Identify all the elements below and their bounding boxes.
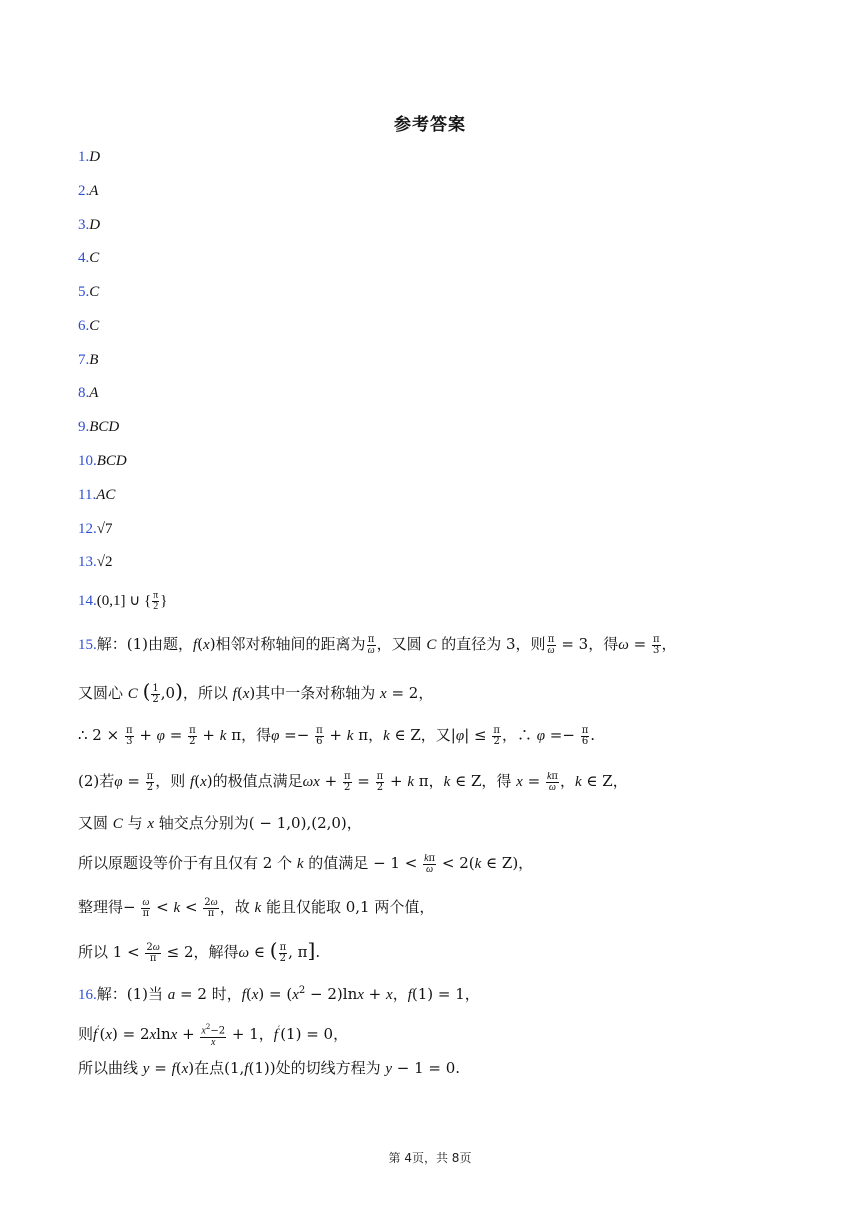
page-title: 参考答案	[394, 115, 466, 135]
answer-item	[78, 314, 99, 337]
answer-number: 2.	[78, 183, 90, 199]
q15-line-6: 所以原题设等价于有且仅有 2 个 k 的值满足 − 1 < $\frac{k\pi}{\omega}$ < 2(k ∈ Z)，	[78, 852, 534, 875]
answer-item	[78, 589, 167, 612]
answer-value: D	[89, 217, 101, 233]
page-footer: 第 4页，共 8页	[388, 1151, 472, 1165]
answer-item	[78, 517, 112, 540]
q16-line-2: 则f′(x) = 2xlnx + $\frac{x^2-2}{x}$ + 1，f′(1) = 0，	[78, 1023, 349, 1048]
answer-value: C	[89, 250, 100, 266]
answer-value: A	[89, 183, 99, 199]
answer-number: 14.	[78, 593, 97, 609]
answer-number: 9.	[78, 419, 90, 435]
answer-value: AC	[96, 487, 116, 503]
q15-line-2: 又圆心 C ( $\frac{1}{2}$ ,0)，所以 f(x)其中一条对称轴为 x = 2，	[78, 679, 434, 705]
q15-line-7: 整理得− $\frac{\omega}{\pi}$ < k < $\frac{2\omega}{\pi}$ ，故 k 能且仅能取 0,1 两个值，	[78, 896, 435, 919]
answer-value: B	[89, 352, 99, 368]
answer-value: D	[89, 149, 101, 165]
answer-number: 13.	[78, 554, 97, 570]
q15-line-1: 15.解：(1)由题，f(x)相邻对称轴间的距离为 $\frac{\pi}{\omega}$ ，又圆 C 的直径为 3，则 $\frac{\pi}{\omega}$ = 3，得ω = $\frac{\pi}{3}$ ，	[78, 633, 677, 656]
answer-item	[78, 145, 100, 168]
answer-number: 12.	[78, 521, 97, 537]
answer-number: 4.	[78, 250, 90, 266]
answer-value: C	[89, 284, 100, 300]
answer-number: 11.	[78, 487, 97, 503]
answer-value: √2	[96, 554, 113, 570]
q15-line-5: 又圆 C 与 x 轴交点分别为( − 1,0),(2,0)，	[78, 814, 362, 832]
answer-number: 5.	[78, 284, 90, 300]
answer-item	[78, 179, 98, 202]
answer-value: (0,1] ∪ { $\frac{\pi}{2}$ }	[96, 590, 168, 613]
answer-value: BCD	[89, 419, 120, 435]
q15-line-3: ∴ 2 × $\frac{\pi}{3}$ + φ = $\frac{\pi}{2}$ + k π，得φ =− $\frac{\pi}{6}$ + k π，k ∈ Z，又|φ| ≤ $\frac{\pi}{2}$ ，∴ φ =− $\frac{\pi}{6}$ .	[78, 724, 596, 747]
answer-item	[78, 483, 115, 506]
q16-line-1: 16.解：(1)当 a = 2 时，$f(x) = (x^2 - 2)\ln x + x$，f(1) = 1，	[78, 985, 480, 1003]
answer-number: 10.	[78, 453, 97, 469]
answer-number: 8.	[78, 385, 90, 401]
answer-item	[78, 381, 98, 404]
answer-number: 6.	[78, 318, 90, 334]
q16-line-3: 所以曲线 y = f(x)在点(1,f(1))处的切线方程为 y − 1 = 0.	[78, 1059, 461, 1077]
answer-value: C	[89, 318, 100, 334]
q15-line-4: (2)若φ = $\frac{\pi}{2}$ ，则 f(x)的极值点满足ωx + $\frac{\pi}{2}$ = $\frac{\pi}{2}$ + k π，k ∈ Z，得 x = $\frac{k\pi}{\omega}$ ，k ∈ Z，	[78, 770, 628, 793]
answer-item	[78, 415, 119, 438]
answer-value: √7	[96, 521, 113, 537]
answer-item	[78, 449, 127, 472]
q16-number: 16.	[78, 987, 97, 1003]
q15-line-8: 所以 1 < $\frac{2\omega}{\pi}$ ≤ 2，解得ω ∈ ( $\frac{\pi}{2}$ , π].	[78, 938, 321, 964]
answer-item	[78, 550, 112, 573]
q15-number: 15.	[78, 637, 97, 653]
answer-item	[78, 348, 98, 371]
answer-number: 7.	[78, 352, 90, 368]
answer-item	[78, 280, 99, 303]
answer-number: 1.	[78, 149, 90, 165]
answer-number: 3.	[78, 217, 90, 233]
answer-value: A	[89, 385, 99, 401]
answer-item	[78, 246, 99, 269]
answer-item	[78, 213, 100, 236]
answer-value: BCD	[96, 453, 127, 469]
